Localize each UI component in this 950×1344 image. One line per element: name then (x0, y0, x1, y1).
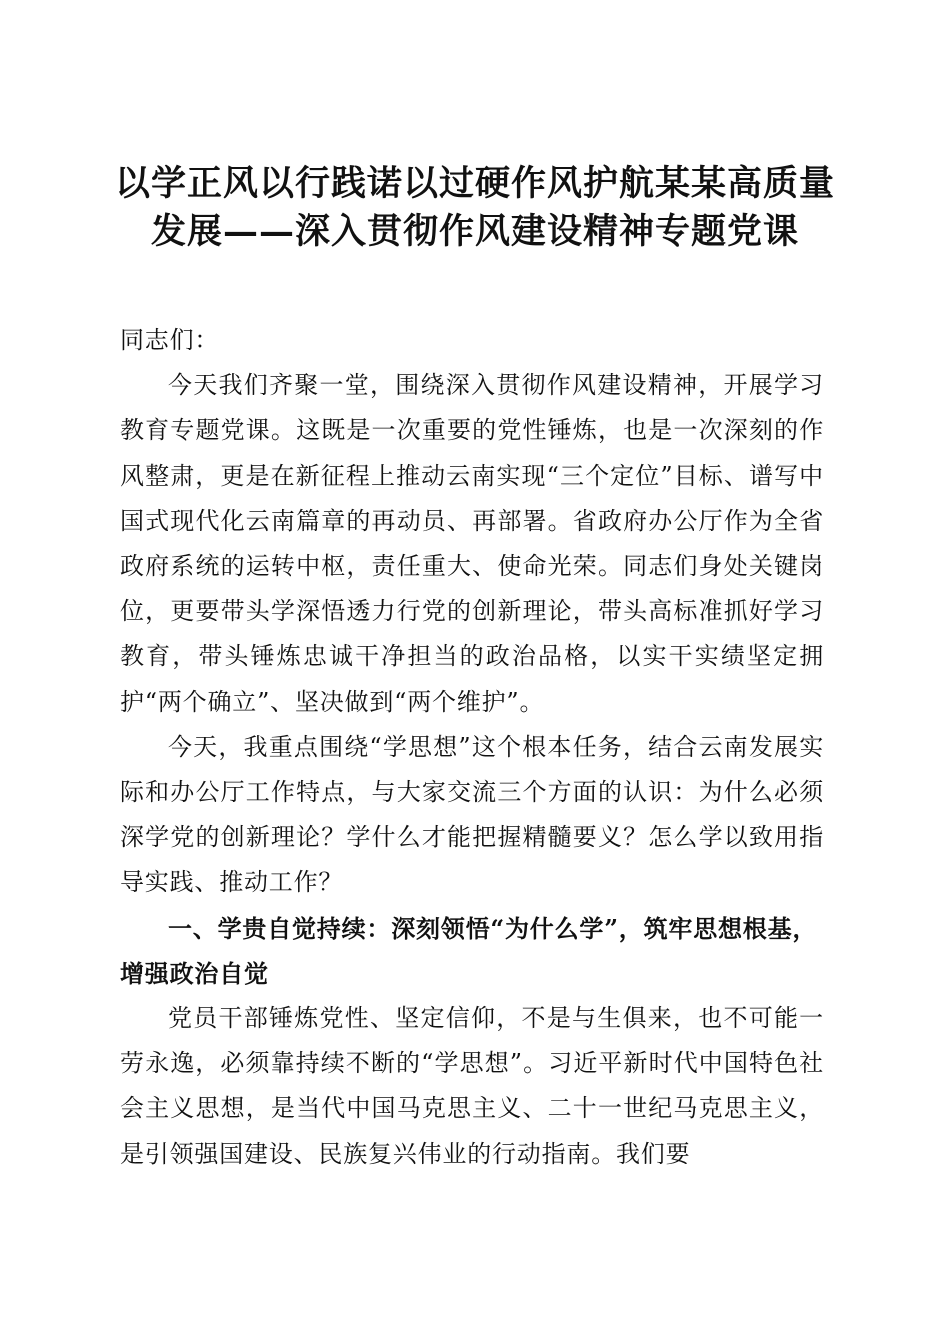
paragraph-3: 党员干部锤炼党性、坚定信仰，不是与生俱来，也不可能一劳永逸，必须靠持续不断的“学思想”。习近平新时代中国特色社会主义思想，是当代中国马克思主义、二十一世纪马克思主义，是引领强国建设、民族复兴伟业的行动指南。我们要 (120, 1004, 824, 1168)
section-heading-1: 一、学贵自觉持续：深刻领悟“为什么学”，筑牢思想根基，增强政治自觉 (120, 913, 818, 988)
document-title (0, 160, 950, 256)
paragraph-1: 今天我们齐聚一堂，围绕深入贯彻作风建设精神，开展学习教育专题党课。这既是一次重要的党性锤炼，也是一次深刻的作风整肃，更是在新征程上推动云南实现“三个定位”目标、谱写中国式现代化云南篇章的再动员、再部署。省政府办公厅作为全省政府系统的运转中枢，责任重大、使命光荣。同志们身处关键岗位，更要带头学深悟透力行党的创新理论，带头高标准抓好学习教育，带头锤炼忠诚干净担当的政治品格，以实干实绩坚定拥护“两个确立”、坚决做到“两个维护”。 (120, 371, 824, 716)
document-body (120, 318, 824, 1177)
paragraph-2: 今天，我重点围绕“学思想”这个根本任务，结合云南发展实际和办公厅工作特点，与大家交流三个方面的认识：为什么必须深学党的创新理论？学什么才能把握精髓要义？怎么学以致用指导实践、推动工作？ (120, 732, 824, 897)
title-line-2: 发展——深入贯彻作风建设精神专题党课 (150, 211, 799, 252)
title-line-1: 以学正风以行践诺以过硬作风护航某某高质量 (114, 163, 835, 204)
salutation: 同志们： (120, 326, 220, 354)
